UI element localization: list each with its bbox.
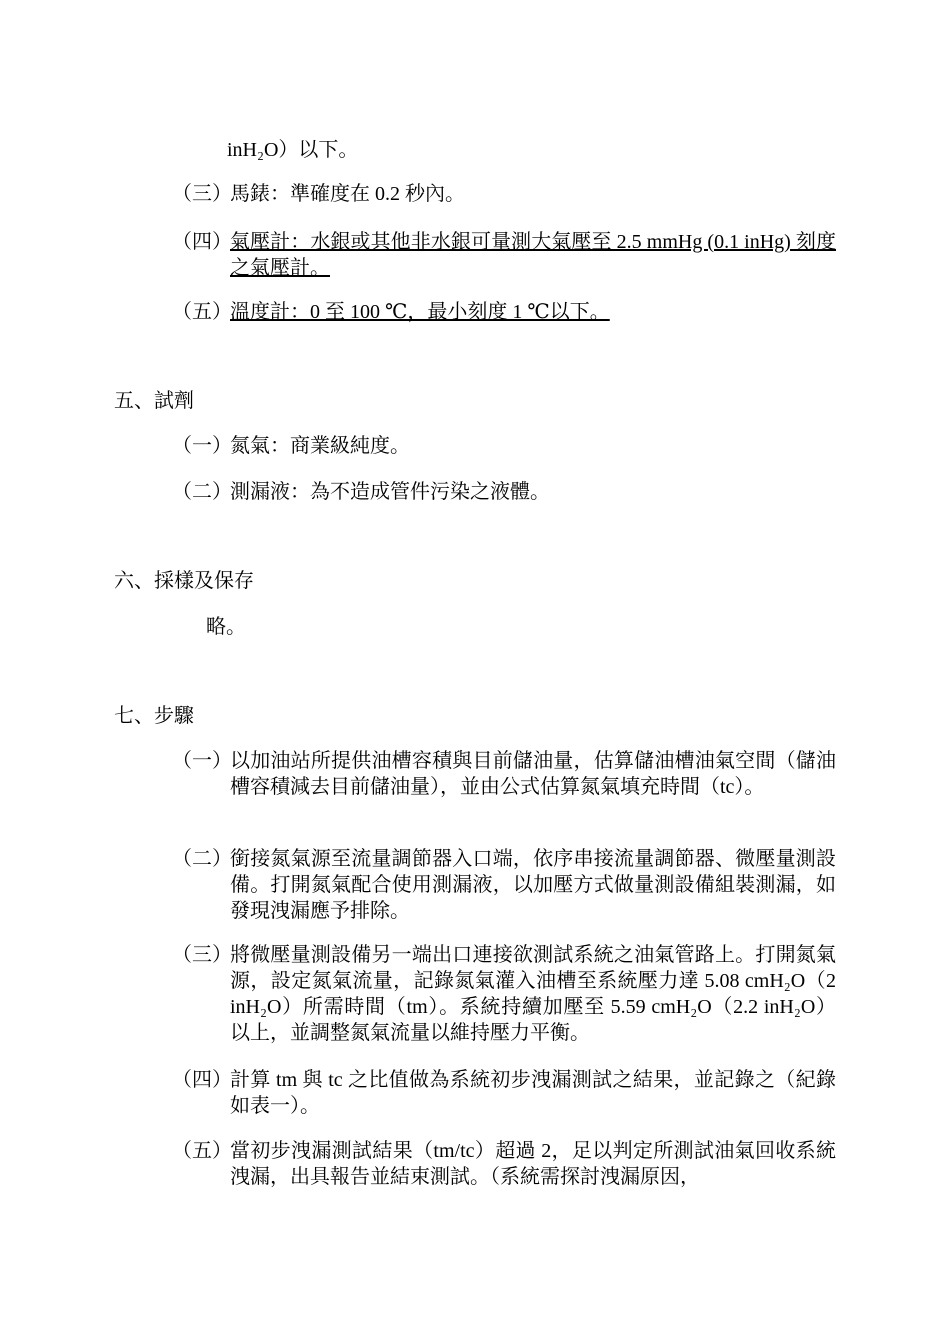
section-heading-reagents: 五、試劑 [114, 390, 194, 412]
item-text: 以加油站所提供油槽容積與目前儲油量，估算儲油槽油氣空間（儲油槽容積減去目前儲油量），並由公式估算氮氣填充時間（tc）。 [230, 750, 836, 798]
section-heading-sampling: 六、採樣及保存 [114, 570, 254, 592]
sampling-body: 略。 [206, 616, 246, 638]
item-text: 計算 tm 與 tc 之比值做為系統初步洩漏測試之結果，並記錄之（紀錄如表一）。 [230, 1069, 836, 1117]
item-text: 氣壓計：水銀或其他非水銀可量測大氣壓至 2.5 mmHg (0.1 inHg) 刻度之氣壓計。 [230, 231, 836, 279]
section-heading-procedure: 七、步驟 [114, 705, 194, 727]
item-number: （二） [172, 848, 232, 870]
item-text: 銜接氮氣源至流量調節器入口端，依序串接流量調節器、微壓量測設備。打開氮氣配合使用測漏液，以加壓方式做量測設備組裝測漏，如發現洩漏應予排除。 [230, 848, 836, 922]
item-number: （一） [172, 435, 232, 457]
item-text: 溫度計：0 至 100 ℃，最小刻度 1 ℃以下。 [230, 301, 610, 323]
item-number: （三） [172, 944, 232, 966]
continued-line: inH₂O）以下。 [227, 139, 359, 161]
item-number: （五） [172, 301, 232, 323]
item-number: （二） [172, 481, 232, 503]
item-number: （四） [172, 231, 232, 253]
item-number: （五） [172, 1140, 232, 1162]
item-number: （四） [172, 1069, 232, 1091]
item-number: （一） [172, 750, 232, 772]
item-text: 氮氣：商業級純度。 [230, 435, 410, 457]
item-number: （三） [172, 183, 232, 205]
item-text: 當初步洩漏測試結果（tm/tc）超過 2，足以判定所測試油氣回收系統洩漏，出具報告並結束測試。（系統需探討洩漏原因， [230, 1140, 836, 1188]
item-text: 測漏液：為不造成管件污染之液體。 [230, 481, 550, 503]
item-text: 馬錶：準確度在 0.2 秒內。 [230, 183, 465, 205]
item-text: 將微壓量測設備另一端出口連接欲測試系統之油氣管路上。打開氮氣源，設定氮氣流量，記錄氮氣灌入油槽至系統壓力達 5.08 cmH₂O（2 inH₂O）所需時間（tm）。系統持續加壓至 5.59 cmH₂O（2.2 inH₂O）以上，並調整氮氣流量以維持壓力平衡。 [230, 944, 836, 1044]
